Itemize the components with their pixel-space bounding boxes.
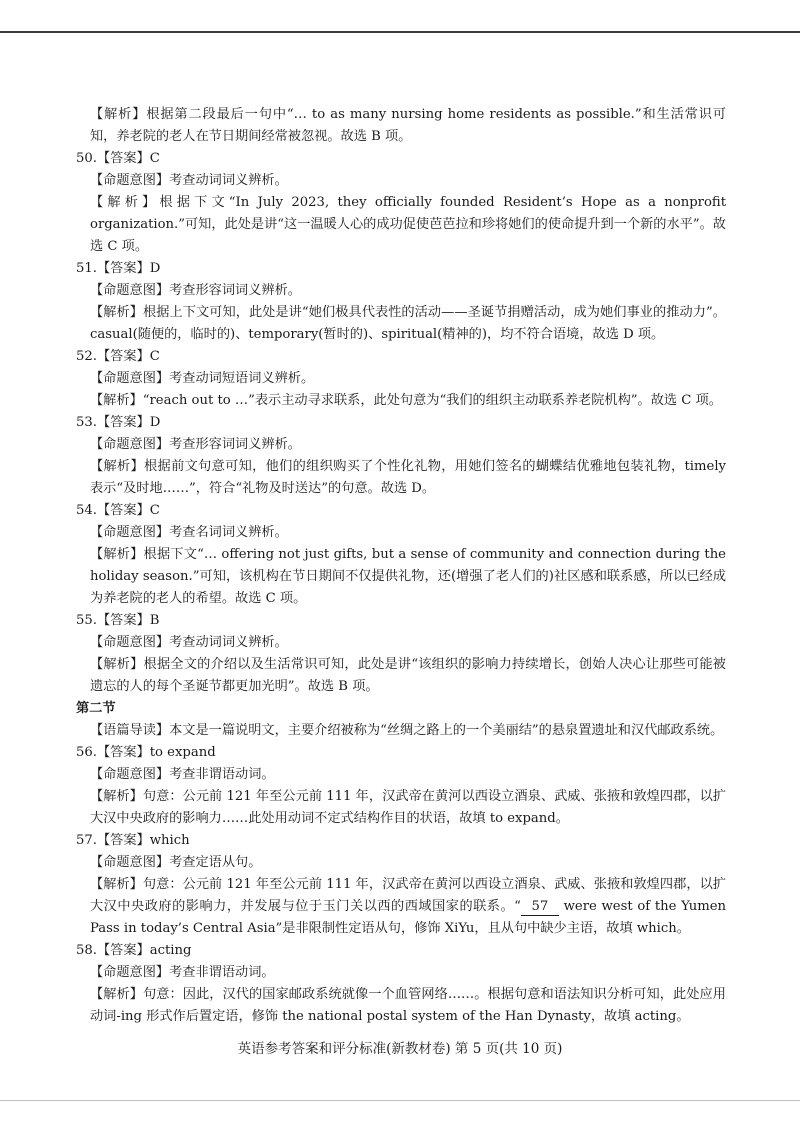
explanation-paragraph: 【解析】根据第二段最后一句中“… to as many nursing home residents as possible.”和生活常识可知，养老院的老人在节日期间经常被忽视。故选 B 项。	[90, 107, 726, 144]
answer-line: 58.【答案】acting	[76, 943, 192, 958]
explanation-paragraph: 【命题意图】考查定语从句。	[90, 855, 262, 870]
answer-line: 52.【答案】C	[76, 349, 160, 364]
answer-line: 53.【答案】D	[76, 415, 161, 430]
explanation-text: 【解析】句意：公元前 121 年至公元前 111 年，汉武帝在黄河以西设立酒泉、武威、张掖和敦煌四郡，以扩大汉中央政府的影响力，并发展与位于玉门关以西的西域国家的联系。“	[90, 877, 726, 914]
explanation-paragraph: 【解析】根据全文的介绍以及生活常识可知，此处是讲“该组织的影响力持续增长，创始人决心让那些可能被遗忘的人的每个圣诞节都更加光明”。故选 B 项。	[90, 657, 726, 694]
explanation-paragraph: 【解析】“reach out to …”表示主动寻求联系，此处句意为“我们的组织主动联系养老院机构”。故选 C 项。	[90, 393, 722, 408]
answer-line: 55.【答案】B	[76, 613, 160, 628]
explanation-paragraph: 【解析】根据下文“… offering not just gifts, but a sense of community and connection during the holiday season.”可知，该机构在节日期间不仅提供礼物，还(增强了老人们的)社区感和联系感，所以已经成为养老院的老人的希望。故选 C 项。	[90, 547, 726, 606]
bottom-rule	[0, 1100, 800, 1101]
answer-line: 51.【答案】D	[76, 261, 161, 276]
explanation-paragraph: 【解析】根据上下文可知，此处是讲“她们极具代表性的活动——圣诞节捐赠活动，成为她们事业的推动力”。casual(随便的，临时的)、temporary(暂时的)、spiritual(精神的)，均不符合语境，故选 D 项。	[90, 305, 726, 342]
answer-line: 54.【答案】C	[76, 503, 160, 518]
answer-key-content	[76, 104, 726, 1028]
explanation-paragraph: 【命题意图】考查非谓语动词。	[90, 767, 275, 782]
explanation-paragraph: 【命题意图】考查动词词义辨析。	[90, 173, 288, 188]
explanation-text: were west of the Yumen Pass in today’s Central Asia”是非限制性定语从句，修饰 XiYu，且从句中缺少主语，故填 which。	[90, 899, 726, 936]
explanation-paragraph: 【语篇导读】本文是一篇说明文，主要介绍被称为“丝绸之路上的一个美丽结”的悬泉置遗址和汉代邮政系统。	[90, 723, 724, 738]
explanation-paragraph: 【命题意图】考查名词词义辨析。	[90, 525, 288, 540]
answer-line: 57.【答案】which	[76, 833, 190, 848]
explanation-paragraph: 【解析】句意：公元前 121 年至公元前 111 年，汉武帝在黄河以西设立酒泉、武威、张掖和敦煌四郡，以扩大汉中央政府的影响力……此处用动词不定式结构作目的状语，故填 to expand。	[90, 789, 726, 826]
page-footer: 英语参考答案和评分标准(新教材卷) 第 5 页(共 10 页)	[237, 1041, 563, 1057]
section-heading: 第二节	[76, 701, 116, 716]
answer-line: 56.【答案】to expand	[76, 745, 216, 760]
blank-number: 57	[521, 899, 559, 916]
explanation-paragraph: 【命题意图】考查动词词义辨析。	[90, 635, 288, 650]
explanation-paragraph: 【解析】根据前文句意可知，他们的组织购买了个性化礼物，用她们签名的蝴蝶结优雅地包装礼物，timely 表示“及时地……”，符合“礼物及时送达”的句意。故选 D。	[90, 459, 726, 496]
explanation-paragraph: 【命题意图】考查动词短语词义辨析。	[90, 371, 315, 386]
explanation-paragraph	[76, 874, 726, 940]
explanation-paragraph: 【命题意图】考查非谓语动词。	[90, 965, 275, 980]
top-rule	[0, 31, 800, 33]
explanation-paragraph: 【命题意图】考查形容词词义辨析。	[90, 283, 301, 298]
explanation-paragraph: 【命题意图】考查形容词词义辨析。	[90, 437, 301, 452]
answer-line: 50.【答案】C	[76, 151, 160, 166]
explanation-paragraph: 【解析】句意：因此，汉代的国家邮政系统就像一个血管网络……。根据句意和语法知识分析可知，此处应用动词-ing 形式作后置定语，修饰 the national postal system of the Han Dynasty，故填 acting。	[90, 987, 726, 1024]
explanation-paragraph: 【解析】根据下文“In July 2023, they officially founded Resident’s Hope as a nonprofit organization.”可知，此处是讲“这一温暖人心的成功促使芭芭拉和珍将她们的使命提升到一个新的水平”。故选 C 项。	[90, 195, 726, 254]
